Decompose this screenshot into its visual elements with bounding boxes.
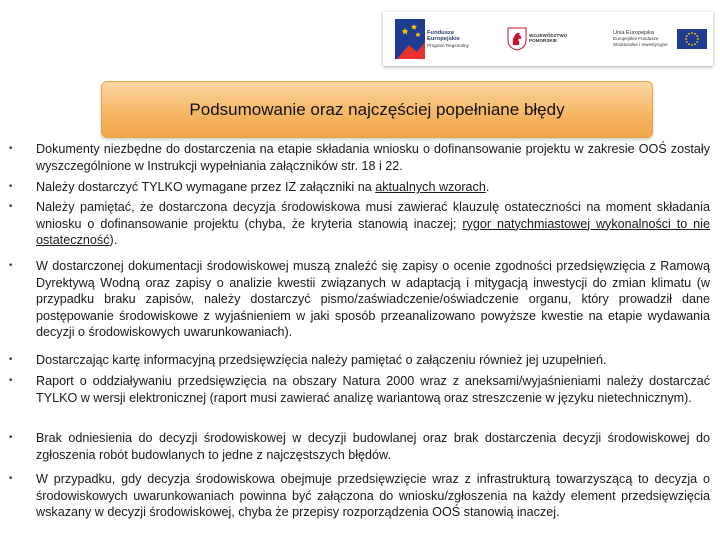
ue-name: Unia Europejska — [613, 30, 655, 36]
bullet-icon: • — [8, 376, 14, 386]
bullet-text: W przypadku, gdy decyzja środowiskowa obejmuje przedsięwzięcie wraz z infrastrukturą towarzyszącą to decyzja o środowiskowych uwarunkowaniach powinna być załączona do wniosku/zgłoszenia na każdy element przedsięwzięcia wskazany w decyzji środowiskowej, chyba że przepisy rozporządzenia OOŚ stanowią inaczej. — [36, 472, 710, 519]
fundusze-sub: Program Regionalny — [427, 42, 469, 48]
ue-sub: Europejskie Fundusze Strukturalne i Inwestycyjne — [613, 36, 668, 47]
bullet-icon: • — [8, 182, 14, 192]
bullet-icon: • — [8, 144, 14, 154]
logo-strip — [383, 12, 713, 66]
underlined-text: rygor natychmiastowej wykonalności to nie ostateczność — [36, 216, 710, 247]
bullet-icon: • — [8, 202, 14, 212]
logo-unia-europejska — [605, 12, 709, 66]
bullet-text: Dostarczając kartę informacyjną przedsięwzięcia należy pamiętać o załączeniu również jej uzupełnień. — [36, 353, 607, 367]
underlined-text: aktualnych wzorach — [375, 180, 486, 194]
bullet-icon: • — [8, 474, 14, 484]
bullet-text: Należy pamiętać, że dostarczona decyzja środowiskowa musi zawierać klauzulę ostateczności na moment składania wniosku o dofinansowanie projektu (chyba, że kryteria stanowią inaczej; rygor natychmiastowej wykonalności to nie ostateczność). — [36, 200, 710, 247]
bullet-text: Dokumenty niezbędne do dostarczenia na etapie składania wniosku o dofinansowanie projektu w zakresie OOŚ zostały wyszczególnione w Instrukcji wypełniania załączników str. 18 i 22. — [36, 142, 710, 173]
fundusze-name: Fundusze Europejskie — [427, 30, 460, 43]
page-title: Podsumowanie oraz najczęściej popełniane błędy — [189, 99, 565, 119]
pomorskie-label: WOJEWÓDZTWO POMORSKIE — [529, 33, 568, 44]
bullet-text: W dostarczonej dokumentacji środowiskowej muszą znaleźć się zapisy o ocenie zgodności przedsięwzięcia z Ramową Dyrektywą Wodną oraz zapisy o analizie kwestii związanych w adaptacją i mitygacją inwestycji do zmian klimatu (w przypadku braku zapisów, należy dostarczyć pismo/zaświadczenie/oświadczenie organu, który prowadził dane postępowanie środowiskowe z wyjaśnieniem w jaki sposób przeanalizowano powyższe kwestie na etapie wydawania decyzji o środowiskowych uwarunkowaniach). — [36, 259, 710, 339]
bullet-text: Raport o oddziaływaniu przedsięwzięcia na obszary Natura 2000 wraz z aneksami/wyjaśnieniami należy dostarczać TYLKO w wersji elektronicznej (raport musi zawierać analizę wariantową oraz streszczenie w języku nietechnicznym). — [36, 374, 710, 405]
bullet-text: Należy dostarczyć TYLKO wymagane przez IZ załączniki na aktualnych wzorach. — [36, 180, 490, 194]
logo-fundusze-europejskie — [393, 12, 471, 66]
bullet-icon: • — [8, 433, 14, 443]
title-banner — [101, 81, 653, 138]
bullet-icon: • — [8, 261, 14, 271]
pomorskie-griffin-icon — [507, 27, 527, 51]
bullet-text: Brak odniesienia do decyzji środowiskowej w decyzji budowlanej oraz brak dostarczenia decyzji środowiskowej do zgłoszenia robót budowlanych to jedne z najczęstszych błędów. — [36, 431, 710, 462]
eu-flag-icon — [677, 29, 707, 49]
bullet-icon: • — [8, 355, 14, 365]
fundusze-europejskie-icon — [395, 19, 425, 59]
logo-pomorskie — [505, 12, 597, 66]
